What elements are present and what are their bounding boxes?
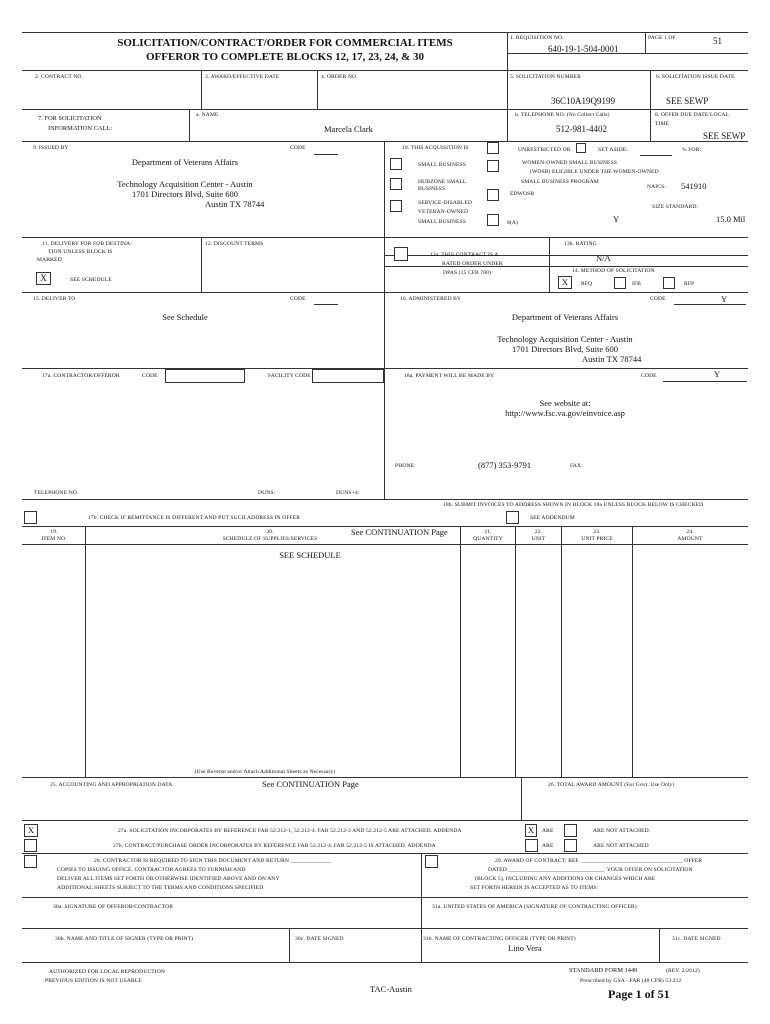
- are-label-b: ARE: [542, 843, 554, 849]
- rating-label: 13b. RATING: [564, 241, 597, 247]
- facility-code-label: FACILITY CODE: [268, 373, 311, 379]
- officer-date-label: 31c. DATE SIGNED: [672, 936, 721, 942]
- issued-dept: Department of Veterans Affairs: [131, 157, 239, 167]
- previous-edition: PREVIOUS EDITION IS NOT USABLE: [45, 978, 142, 984]
- clause-27b-checkbox[interactable]: [24, 839, 37, 852]
- standard-form: STANDARD FORM 1449: [569, 967, 638, 974]
- col20-num: 20.: [266, 529, 274, 535]
- are-label: ARE: [542, 828, 554, 834]
- small-business-label: SMALL BUSINESS: [418, 162, 466, 168]
- solicitation-number-label: 5. SOLICITATION NUMBER: [510, 74, 581, 80]
- naics-value: 541910: [681, 181, 707, 191]
- wosb-label-2: (WOSB) ELIGIBLE UNDER THE WOMEN-OWNED: [530, 169, 659, 175]
- admin-code-label: CODE: [650, 296, 666, 302]
- clause-28-checkbox[interactable]: [24, 855, 37, 868]
- rfp-checkbox[interactable]: [663, 277, 675, 289]
- page-of-label: PAGE 1 OF: [648, 35, 676, 41]
- rated-order-label: 13a. THIS CONTRACT IS A: [430, 252, 499, 258]
- contract-no-label: 2. CONTRACT NO.: [35, 74, 84, 80]
- addendum-checkbox[interactable]: [506, 511, 519, 524]
- fob-label: 11. DELIVERY FOR FOB DESTINA-: [42, 241, 133, 247]
- set-aside-checkbox[interactable]: [576, 143, 586, 153]
- wosb-label-3: SMALL BUSINESS PROGRAM: [521, 179, 599, 185]
- schedule-see-schedule: SEE SCHEDULE: [279, 550, 341, 560]
- clause-28-line1: 28. CONTRACTOR IS REQUIRED TO SIGN THIS DOCUMENT AND RETURN ______________: [94, 858, 332, 864]
- remittance-label: 17b. CHECK IF REMITTANCE IS DIFFERENT AND PUT SUCH ADDRESS IN OFFER: [88, 515, 301, 521]
- requisition-label: 1. REQUISITION NO.: [510, 35, 564, 41]
- admin-center: Technology Acquisition Center - Austin: [497, 334, 633, 344]
- ifb-label: IFB: [632, 281, 642, 287]
- signature-offeror-label: 30a. SIGNATURE OF OFFEROR/CONTRACTOR: [53, 904, 174, 910]
- col22-label: UNIT: [531, 536, 546, 542]
- acquisition-label: 10. THIS ACQUISITION IS: [402, 145, 469, 151]
- officer-name: Lino Vera: [508, 943, 542, 953]
- form-subtitle: OFFEROR TO COMPLETE BLOCKS 12, 17, 23, 24, & 30: [146, 51, 424, 63]
- page-footer: Page 1 of 51: [608, 987, 670, 1001]
- deliver-to-label: 15. DELIVER TO: [33, 296, 76, 302]
- naics-label: NAICS:: [647, 184, 666, 190]
- clause-27a-checkbox[interactable]: X: [24, 824, 38, 837]
- fax-label: FAX:: [570, 463, 583, 469]
- requisition-value: 640-19-1-504-0001: [548, 44, 619, 54]
- clause-27a: 27a. SOLICITATION INCORPORATES BY REFERENCE FAR 52.212-1, 52.212-4. FAR 52.212-3 AND 52.212-5 ARE ATTACHED. ADDENDA: [118, 828, 462, 834]
- payment-code-label: CODE: [641, 373, 657, 379]
- clause-28-line3: DELIVER ALL ITEMS SET FORTH OR OTHERWISE IDENTIFIED ABOVE AND ON ANY: [57, 876, 280, 882]
- solicitation-date-label: 6. SOLICITATION ISSUE DATE: [656, 74, 735, 80]
- hubzone-checkbox[interactable]: [390, 178, 402, 190]
- telephone-value: 512-981-4402: [556, 124, 607, 134]
- clause-28-line4: ADDITIONAL SHEETS SUBJECT TO THE TERMS AND CONDITIONS SPECIFIED: [57, 885, 264, 891]
- are-not-label-b: ARE NOT ATTACHED: [593, 843, 649, 849]
- duns4-label: DUNS+4:: [336, 490, 360, 496]
- fob-label-2: TION UNLESS BLOCK IS: [48, 249, 113, 255]
- payment-label: 18a. PAYMENT WILL BE MADE BY: [404, 373, 495, 379]
- reverse-note: (Use Reverse and/or Attach Additional Sheets as Necessary): [194, 769, 336, 775]
- small-business-checkbox[interactable]: [390, 158, 402, 170]
- see-addendum-label: SEE ADDENDUM: [530, 515, 575, 521]
- admin-code-value: Y: [721, 294, 728, 304]
- admin-city: Austin TX 78744: [582, 354, 642, 364]
- signer-name-label: 30b. NAME AND TITLE OF SIGNER (TYPE OR PRINT): [55, 936, 194, 942]
- contact-name: Marcela Clark: [324, 124, 373, 134]
- administered-by-label: 16. ADMINISTERED BY: [400, 296, 462, 302]
- tac-austin: TAC-Austin: [370, 984, 412, 994]
- clause-29-line4: SET FORTH HEREIN IS ACCEPTED AS TO ITEMS:: [470, 885, 599, 891]
- size-standard-label: SIZE STANDARD:: [652, 204, 699, 210]
- col24-label: AMOUNT: [677, 536, 703, 542]
- rated-order-label-3: DPAS (15 CFR 700): [443, 270, 491, 276]
- clause-29-line1: 29. AWARD OF CONTRACT: REF. ___________________________________ OFFER: [495, 858, 703, 864]
- clause-28-line2: COPIES TO ISSUING OFFICE. CONTRACTOR AGREES TO FURNISH AND: [57, 867, 246, 873]
- issued-street: 1701 Directors Blvd, Suite 600: [131, 189, 238, 199]
- addenda-are-checkbox[interactable]: X: [525, 824, 537, 837]
- solicitation-date: SEE SEWP: [666, 96, 709, 106]
- info-call-label: 7. FOR SOLICITATION: [38, 115, 102, 122]
- hubzone-label: HUBZONE SMALL: [418, 179, 467, 185]
- set-aside-label: SET ASIDE:: [598, 147, 628, 153]
- total-award-label: 26. TOTAL AWARD AMOUNT (For Govt. Use Only): [548, 782, 675, 788]
- signature-officer-label: 31a. UNITED STATES OF AMERICA (SIGNATURE OF CONTRACTING OFFICER): [432, 904, 637, 910]
- eight-a-checkbox[interactable]: [487, 214, 499, 226]
- authorized-reproduction: AUTHORIZED FOR LOCAL REPRODUCTION: [49, 969, 166, 975]
- name-label: a. NAME: [196, 112, 219, 118]
- col24-num: 24.: [686, 529, 694, 535]
- discount-terms-label: 12. DISCOUNT TERMS: [205, 241, 264, 247]
- addenda-27b-are-checkbox[interactable]: [525, 839, 538, 852]
- form-title: SOLICITATION/CONTRACT/ORDER FOR COMMERCIAL ITEMS: [117, 37, 453, 49]
- percent-for-label: % FOR:: [682, 147, 702, 153]
- fob-label-3: MARKED: [37, 257, 62, 263]
- order-no-label: 4. ORDER NO.: [321, 74, 358, 80]
- due-date-value: SEE SEWP: [703, 131, 746, 141]
- sdvosb-checkbox[interactable]: [390, 200, 402, 212]
- admin-dept: Department of Veterans Affairs: [511, 312, 619, 322]
- sdvosb-label-2: VETERAN-OWNED: [418, 209, 469, 215]
- form-revision: (REV. 2/2012): [666, 968, 700, 974]
- method-label: 14. METHOD OF SOLICITATION: [572, 268, 655, 274]
- issued-code-label: CODE: [290, 145, 306, 151]
- accounting-label: 25. ACCOUNTING AND APPROPRIATION DATA: [50, 782, 173, 788]
- submit-invoices-label: 18b. SUBMIT INVOICES TO ADDRESS SHOWN IN BLOCK 18a UNLESS BLOCK BELOW IS CHECKED: [443, 502, 704, 508]
- col22-num: 22.: [534, 529, 543, 535]
- sdvosb-label: SERVICE-DISABLED: [418, 200, 472, 206]
- deliver-code-label: CODE: [290, 296, 306, 302]
- rated-order-checkbox[interactable]: [394, 247, 408, 261]
- col23-label: UNIT PRICE: [581, 536, 613, 542]
- wosb-checkbox[interactable]: [487, 160, 499, 172]
- payment-website: http://www.fsc.va.gov/einvoice.asp: [505, 408, 625, 418]
- remittance-checkbox[interactable]: [24, 511, 37, 524]
- payment-website-label: See website at:: [539, 398, 591, 408]
- acq-y-mark: Y: [613, 214, 620, 224]
- phone-value: (877) 353-9791: [478, 460, 532, 470]
- rfp-label: RFP: [684, 281, 695, 287]
- accounting-value: See CONTINUATION Page: [262, 779, 359, 789]
- eight-a-label: 8(A): [507, 220, 518, 226]
- fob-checkbox[interactable]: X: [36, 272, 51, 285]
- telephone-no-label: TELEPHONE NO.: [34, 490, 79, 496]
- col19-num: 19.: [50, 529, 58, 535]
- addenda-27b-are-not-checkbox[interactable]: [564, 839, 577, 852]
- facility-code-field[interactable]: [312, 369, 384, 383]
- page-total: 51: [713, 36, 722, 46]
- sdvosb-label-3: SMALL BUSINESS: [418, 219, 466, 225]
- contractor-label: 17a. CONTRACTOR/OFFEROR: [42, 373, 120, 379]
- col20-label: SCHEDULE OF SUPPLIES/SERVICES: [222, 536, 318, 542]
- see-schedule-label: SEE SCHEDULE: [70, 277, 112, 283]
- issued-city: Austin TX 78744: [205, 199, 265, 209]
- unrestricted-label: UNRESTRICTED OR: [518, 147, 571, 153]
- clause-27b: 27b. CONTRACT/PURCHASE ORDER INCORPORATES BY REFERENCE FAR 52.212-4. FAR 52.212-5 IS ATTACHED. ADDENDA: [113, 843, 436, 849]
- unrestricted-checkbox[interactable]: [487, 142, 499, 154]
- phone-label: PHONE:: [395, 463, 416, 469]
- size-standard-value: 15.0 Mil: [716, 214, 746, 224]
- col23-num: 23.: [593, 529, 601, 535]
- continuation-page-note: See CONTINUATION Page: [351, 527, 448, 537]
- award-date-label: 3. AWARD/EFFECTIVE DATE: [205, 74, 280, 80]
- col21-label: QUANTITY: [473, 536, 503, 542]
- admin-street: 1701 Directors Blvd, Suite 600: [511, 344, 618, 354]
- issued-by-label: 9. ISSUED BY: [33, 145, 69, 151]
- info-call-label-2: INFORMATION CALL:: [48, 125, 113, 132]
- rating-value: N/A: [596, 253, 611, 263]
- payment-code-value: Y: [714, 369, 721, 379]
- addenda-are-not-checkbox[interactable]: [564, 824, 577, 837]
- solicitation-number: 36C10A19Q9199: [551, 96, 616, 106]
- duns-label: DUNS:: [258, 490, 276, 496]
- issued-center: Technology Acquisition Center - Austin: [117, 179, 253, 189]
- hubzone-label-2: BUSINESS: [418, 186, 446, 192]
- col21-num: 21.: [484, 529, 492, 535]
- wosb-label: WOMEN-OWNED SMALL BUSINESS: [522, 160, 617, 166]
- clause-29-checkbox[interactable]: [425, 855, 438, 868]
- deliver-to-value: See Schedule: [162, 312, 208, 322]
- edwosb-label: EDWOSB: [510, 191, 535, 197]
- rfq-label: RFQ: [581, 281, 593, 287]
- telephone-label: b. TELEPHONE NO. (No Collect Calls): [515, 112, 610, 118]
- col19-label: ITEM NO.: [41, 536, 67, 542]
- contractor-code-field[interactable]: [165, 369, 245, 383]
- prescribed-by: Prescribed by GSA - FAR (48 CFR) 53.212: [580, 978, 682, 984]
- ifb-checkbox[interactable]: [614, 277, 626, 289]
- edwosb-checkbox[interactable]: [487, 189, 499, 201]
- are-not-label: ARE NOT ATTACHED.: [593, 828, 651, 834]
- contractor-code-label: CODE: [142, 373, 158, 379]
- due-time-label: TIME: [655, 121, 670, 127]
- signer-date-label: 30c. DATE SIGNED: [295, 936, 344, 942]
- clause-29-line3: (BLOCK 5), INCLUDING ANY ADDITIONS OR CHANGES WHICH ARE: [475, 876, 656, 882]
- clause-29-line2: DATED _________________________________. YOUR OFFER ON SOLICITATION: [488, 867, 693, 873]
- rated-order-label-2: RATED ORDER UNDER: [442, 261, 503, 267]
- rfq-checkbox[interactable]: X: [558, 276, 572, 289]
- officer-name-label: 31b. NAME OF CONTRACTING OFFICER (TYPE OR PRINT): [423, 936, 576, 942]
- due-date-label: 8. OFFER DUE DATE/LOCAL: [655, 112, 730, 118]
